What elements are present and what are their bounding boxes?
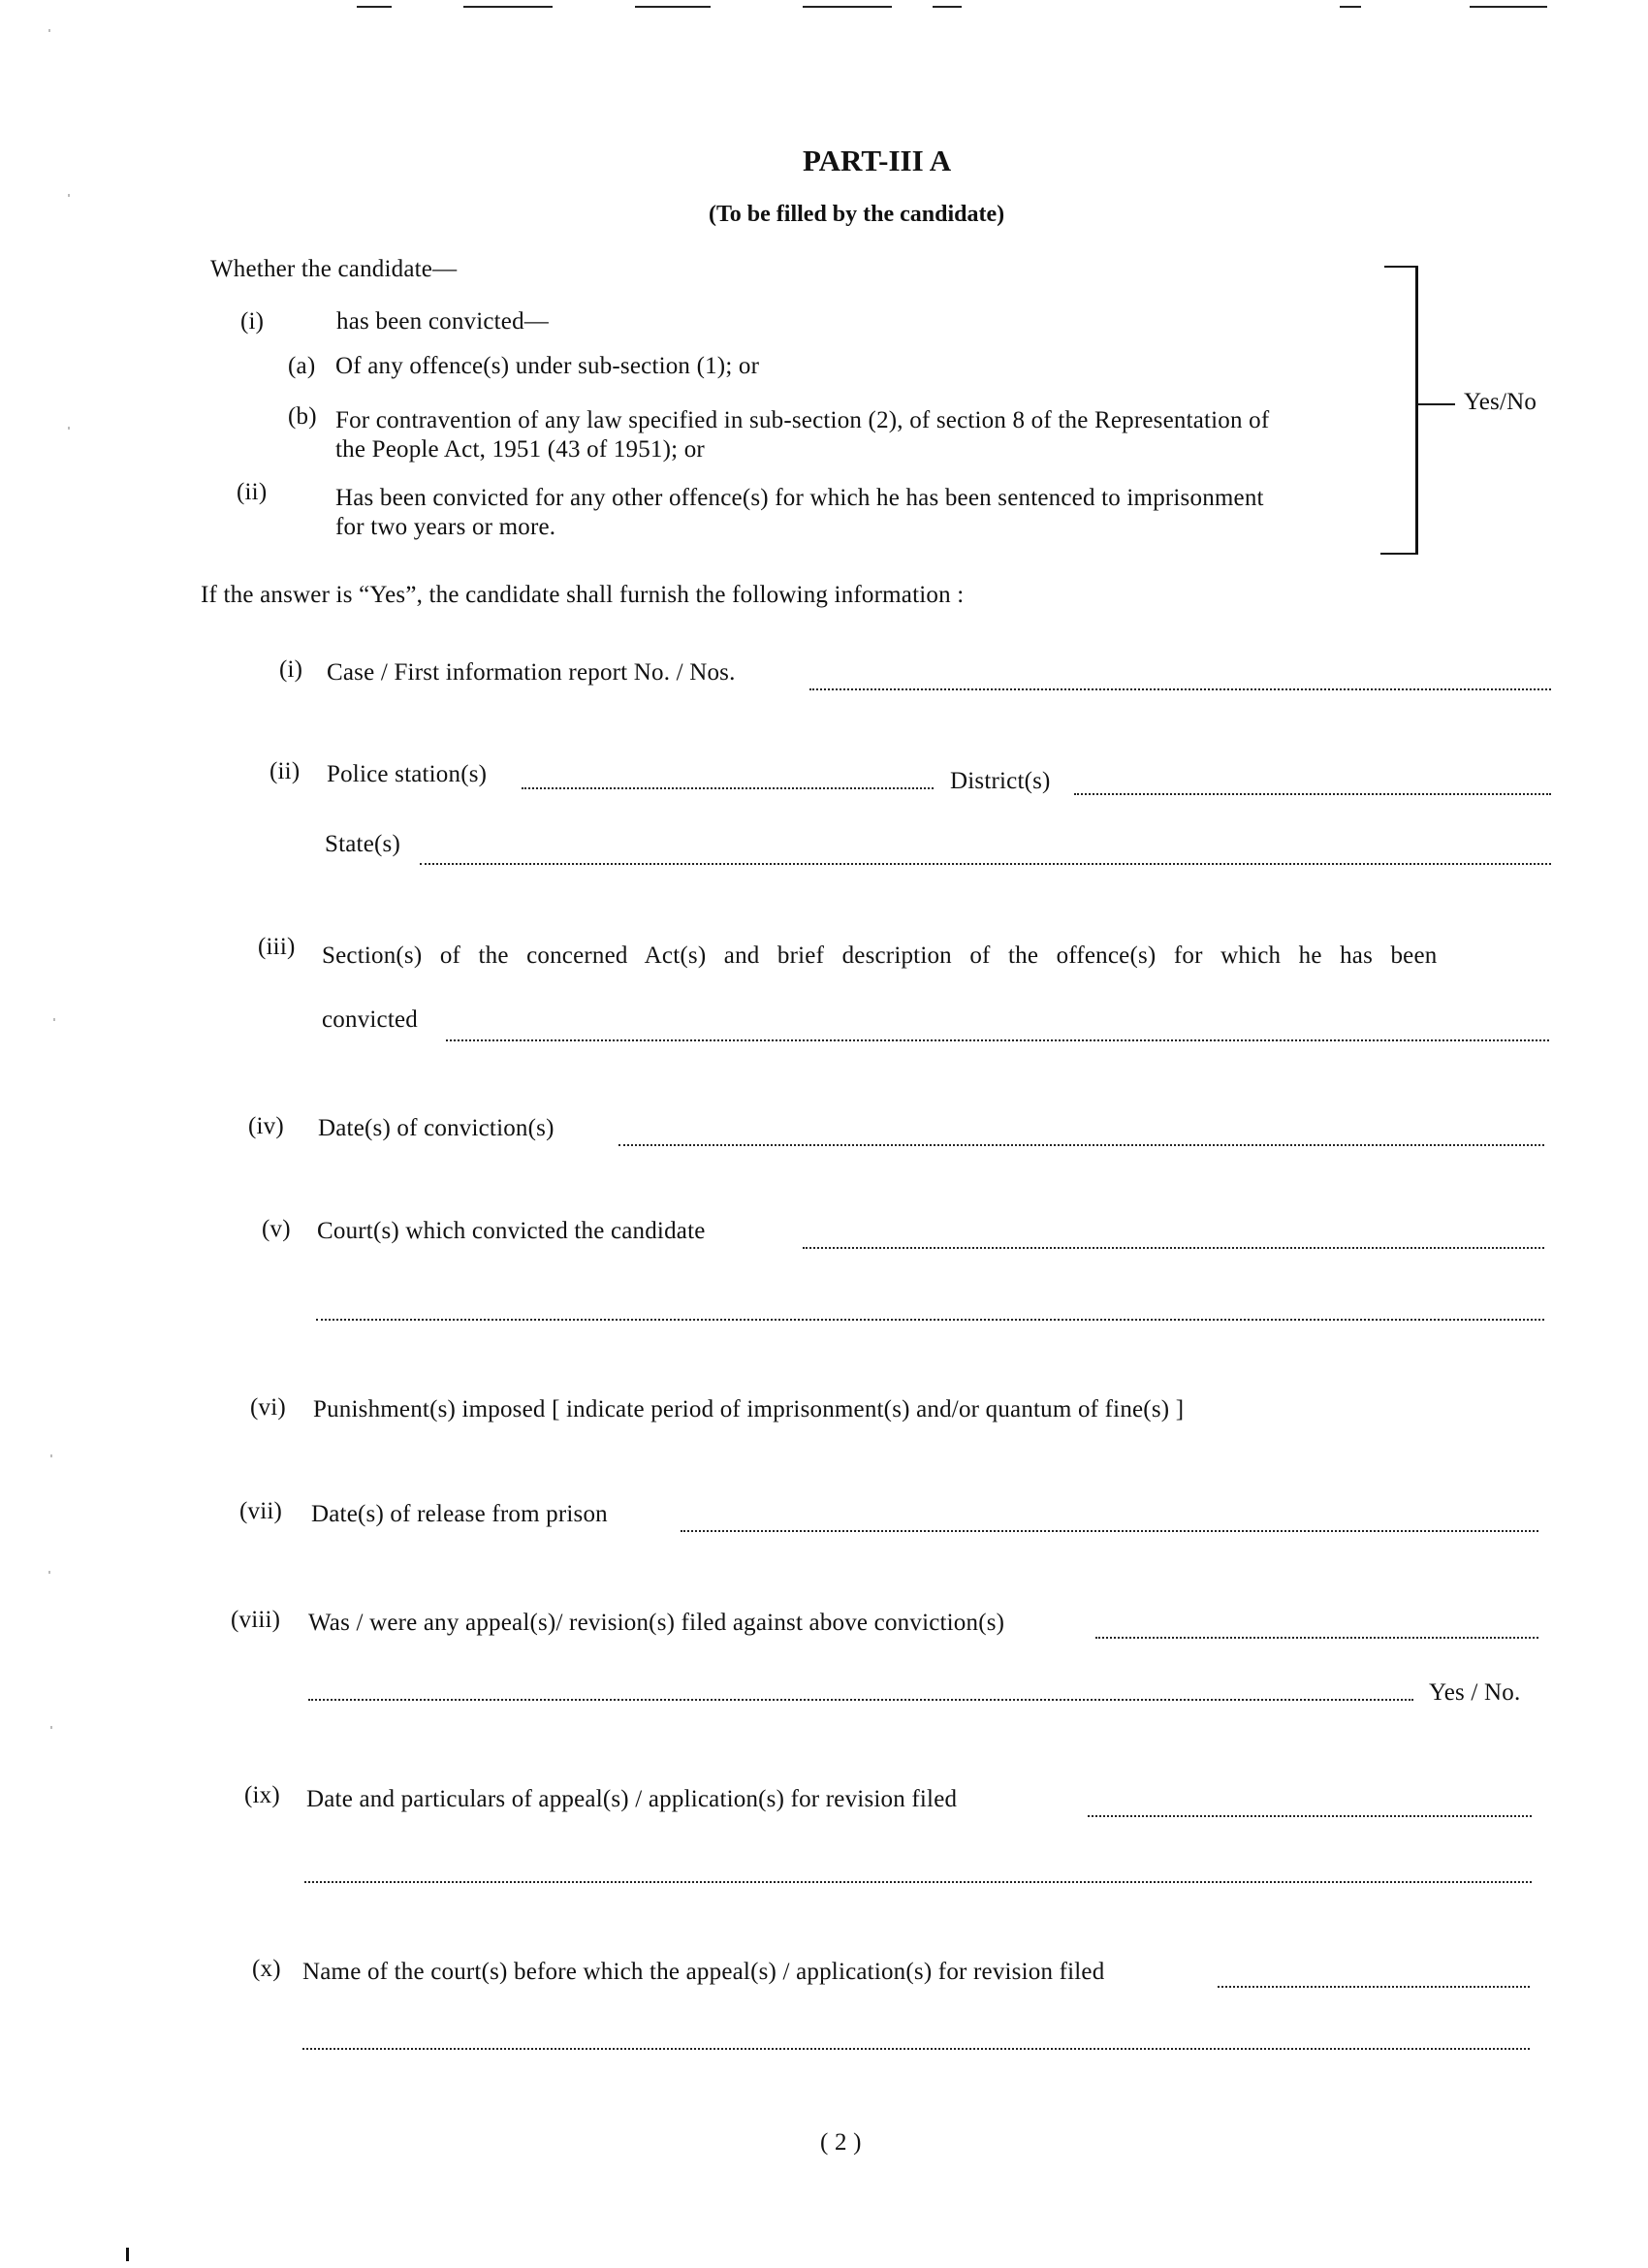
question-b-text-line2: the People Act, 1951 (43 of 1951); or (335, 436, 705, 463)
release-date-field[interactable] (681, 1530, 1538, 1532)
instruction-text: If the answer is “Yes”, the candidate shall furnish the following information : (201, 582, 965, 608)
field-vii-label: Date(s) of release from prison (311, 1501, 608, 1527)
state-field[interactable] (420, 863, 1551, 865)
field-iii-label-line2: convicted (322, 1006, 418, 1033)
field-state-label: State(s) (325, 831, 400, 857)
question-a-number: (a) (288, 353, 316, 379)
field-vi-number: (vi) (250, 1394, 286, 1421)
bracket-connector (1415, 403, 1455, 405)
field-vi-label: Punishment(s) imposed [ indicate period of imprisonment(s) and/or quantum of fine(s) ] (313, 1396, 1185, 1422)
appeal-filed-field-continued[interactable] (308, 1699, 1413, 1701)
scan-speck (50, 1454, 52, 1457)
sections-description-field[interactable] (446, 1039, 1549, 1041)
case-fir-number-field[interactable] (809, 688, 1551, 690)
appeal-court-name-field-continued[interactable] (302, 2048, 1530, 2050)
field-ix-label: Date and particulars of appeal(s) / application(s) for revision filed (306, 1786, 958, 1812)
field-v-label: Court(s) which convicted the candidate (317, 1218, 706, 1244)
question-i-number: (i) (240, 308, 265, 335)
page-title: PART-III A (803, 144, 952, 177)
convicting-court-field-continued[interactable] (316, 1319, 1544, 1321)
scan-artifact-line (803, 6, 892, 8)
field-iv-label: Date(s) of conviction(s) (318, 1115, 555, 1141)
field-iii-label-line1: Section(s) of the concerned Act(s) and brief description of the offence(s) for which he has been (322, 942, 1438, 969)
question-intro: Whether the candidate— (210, 256, 458, 282)
field-x-number: (x) (252, 1956, 281, 1982)
police-station-field[interactable] (522, 787, 934, 789)
scan-artifact-line (635, 6, 711, 8)
question-i-text: has been convicted— (336, 308, 549, 335)
appeal-yes-no-answer[interactable]: Yes / No. (1429, 1679, 1521, 1706)
scan-artifact-line (463, 6, 553, 8)
field-ix-number: (ix) (244, 1782, 280, 1808)
scan-artifact-line (933, 6, 962, 8)
question-ii-number: (ii) (237, 479, 268, 505)
page-number: ( 2 ) (820, 2129, 862, 2156)
appeal-particulars-field-continued[interactable] (304, 1881, 1532, 1883)
field-vii-number: (vii) (239, 1498, 283, 1524)
scan-speck (53, 1018, 55, 1021)
field-v-number: (v) (262, 1216, 291, 1242)
field-iv-number: (iv) (248, 1113, 284, 1139)
bracket-vertical (1415, 266, 1418, 555)
field-viii-label: Was / were any appeal(s)/ revision(s) filed against above conviction(s) (308, 1610, 1005, 1636)
field-iii-number: (iii) (258, 934, 296, 960)
scan-artifact-line (1470, 6, 1547, 8)
yes-no-answer[interactable]: Yes/No (1464, 389, 1537, 415)
field-i-number: (i) (279, 656, 303, 683)
scan-artifact-line (1340, 6, 1361, 8)
question-ii-text-line1: Has been convicted for any other offence(s) for which he has been sentenced to imprisonment (335, 485, 1264, 511)
scan-speck (48, 1571, 50, 1574)
field-i-label: Case / First information report No. / Nos. (327, 659, 736, 686)
field-ii-label: Police station(s) (327, 761, 488, 787)
question-ii-text-line2: for two years or more. (335, 514, 556, 540)
field-x-label: Name of the court(s) before which the appeal(s) / application(s) for revision filed (302, 1959, 1105, 1985)
scan-speck (68, 194, 70, 197)
scan-artifact-line (357, 6, 392, 8)
field-ii-number: (ii) (269, 758, 301, 784)
appeal-filed-field[interactable] (1095, 1637, 1538, 1639)
question-b-number: (b) (288, 403, 317, 430)
bracket-top (1384, 266, 1417, 268)
conviction-date-field[interactable] (618, 1144, 1544, 1146)
scan-speck (48, 29, 50, 32)
appeal-court-name-field[interactable] (1218, 1986, 1530, 1988)
convicting-court-field[interactable] (803, 1247, 1544, 1249)
scan-speck (68, 427, 70, 430)
question-a-text: Of any offence(s) under sub-section (1); or (335, 353, 760, 379)
district-field[interactable] (1074, 793, 1551, 795)
question-b-text-line1: For contravention of any law specified in sub-section (2), of section 8 of the Representation of (335, 407, 1270, 433)
field-district-label: District(s) (950, 768, 1051, 794)
scan-speck (50, 1726, 52, 1729)
bracket-bottom (1380, 553, 1418, 555)
appeal-particulars-field[interactable] (1088, 1815, 1532, 1817)
page-subtitle: (To be filled by the candidate) (709, 202, 1005, 227)
field-viii-number: (viii) (231, 1607, 281, 1633)
scan-mark (126, 2248, 129, 2261)
